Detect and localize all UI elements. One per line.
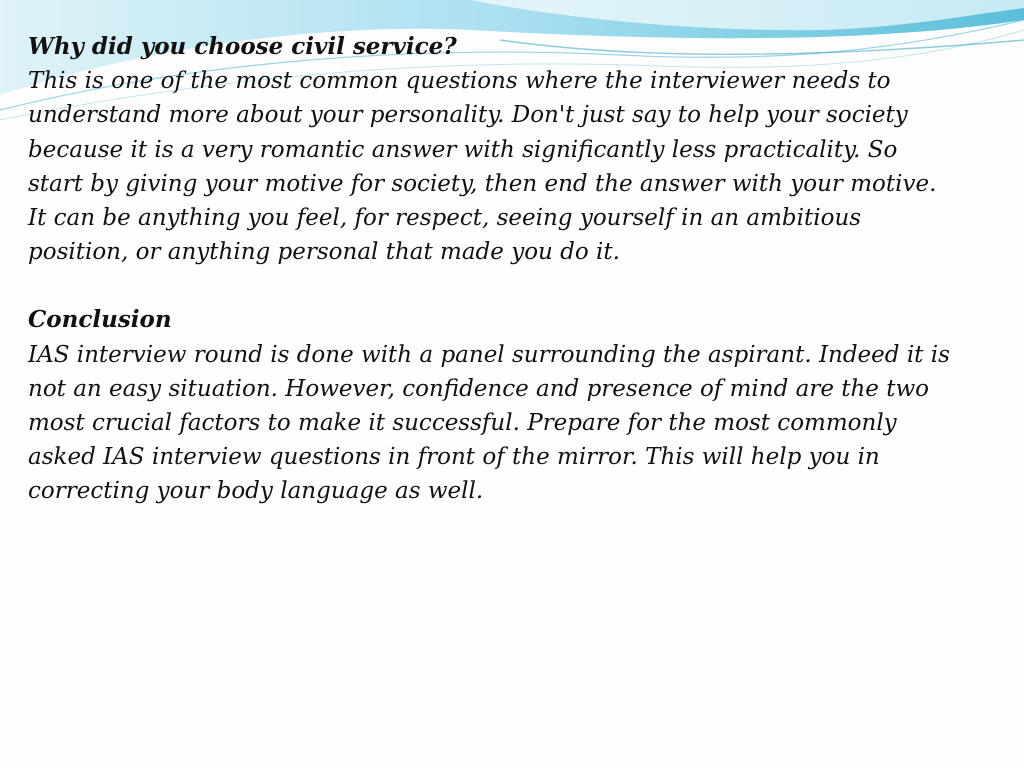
- section-body-why-civil-service: This is one of the most common questions where the interviewer needs to understand more about your personality. Don't just say to help your society because it is a very romantic answer with significantly less practicality. So start by giving your motive for society, then end the answer with your motive. It can be anything you feel, for respect, seeing yourself in an ambitious position, or anything personal that made you do it.: [28, 68, 937, 266]
- slide-content: [28, 30, 958, 509]
- paragraph-spacer: [28, 269, 958, 303]
- section-body-conclusion: IAS interview round is done with a panel surrounding the aspirant. Indeed it is not an easy situation. However, confidence and presence of mind are the two most crucial factors to make it successful. Prepare for the most commonly asked IAS interview questions in front of the mirror. This will help you in correcting your body language as well.: [28, 341, 950, 505]
- section-heading-why-civil-service: Why did you choose civil service?: [28, 33, 457, 60]
- section-heading-conclusion: Conclusion: [28, 306, 172, 334]
